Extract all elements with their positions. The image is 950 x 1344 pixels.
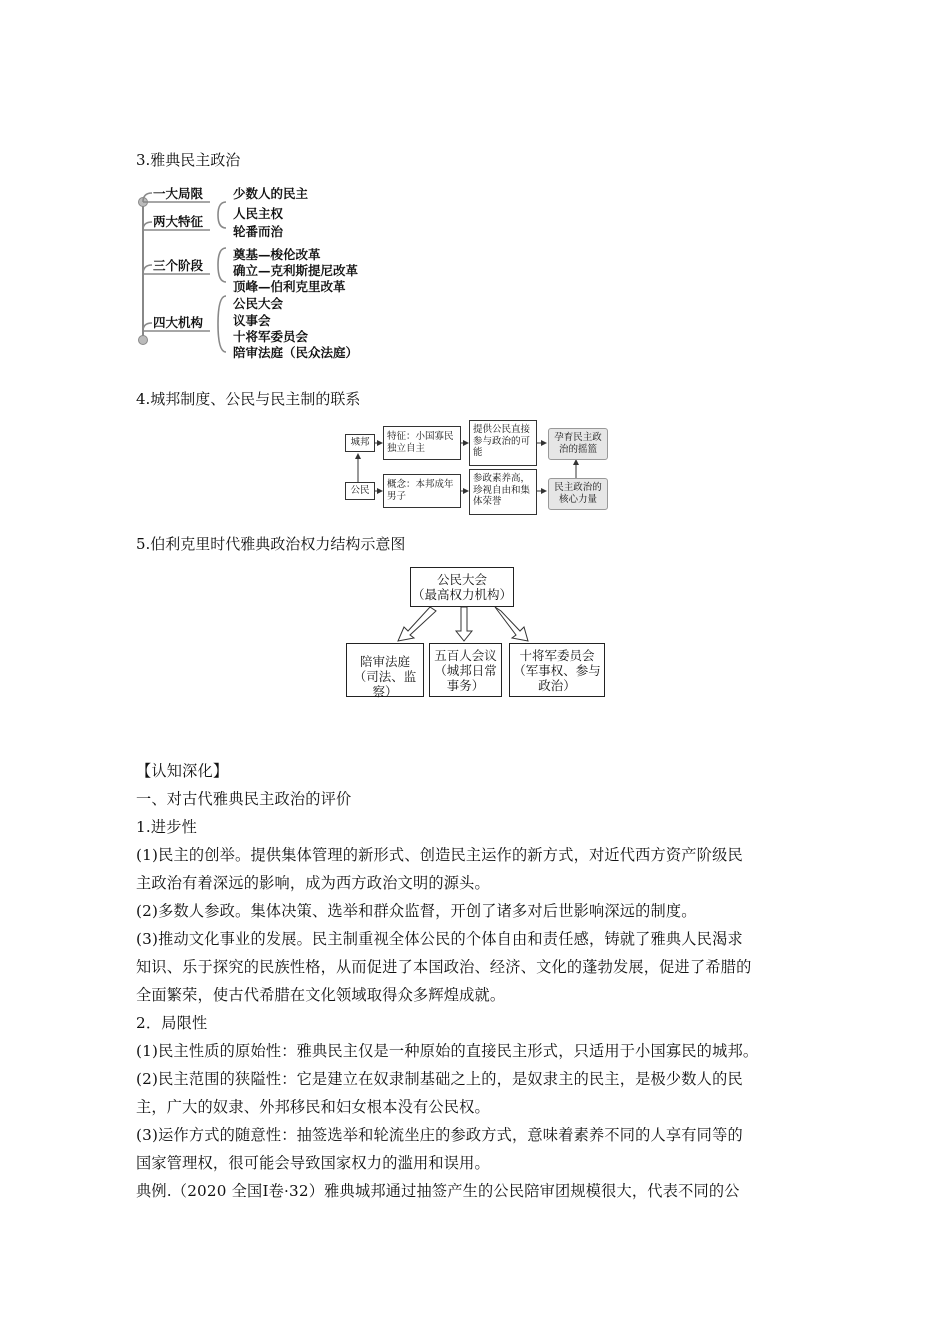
branch-label-stages: 三个阶段 — [153, 258, 204, 273]
branch-label-features: 两大特征 — [153, 214, 204, 229]
paragraph: 知识、乐于探究的民族性格，从而促进了本国政治、经济、文化的蓬勃发展，促进了希腊的 — [136, 958, 752, 976]
node-feature: 特征：小国寡民独立自主 — [383, 426, 461, 460]
paragraph: 1.进步性 — [136, 818, 198, 836]
council-name: 五百人会议 — [434, 648, 497, 663]
branch-label-institutions: 四大机构 — [153, 315, 204, 330]
node-concept: 概念：本邦成年男子 — [383, 474, 461, 508]
branch-item: 顶峰—伯利克里改革 — [233, 279, 346, 294]
section-heading: 【认知深化】 — [136, 762, 229, 780]
branch-item: 奠基—梭伦改革 — [233, 247, 321, 262]
node-provide: 提供公民直接参与政治的可能 — [469, 420, 537, 466]
paragraph: (3)推动文化事业的发展。民主制重视全体公民的个体自由和责任感，铸就了雅典人民渴求 — [136, 930, 743, 948]
generals-note1: （军事权、参与 — [513, 663, 601, 678]
paragraph: (1)民主性质的原始性：雅典民主仅是一种原始的直接民主形式，只适用于小国寡民的城邦。 — [136, 1042, 759, 1060]
subheading: 一、对古代雅典民主政治的评价 — [136, 790, 352, 808]
paragraph: (2)多数人参政。集体决策、选举和群众监督，开创了诸多对后世影响深远的制度。 — [136, 902, 697, 920]
branch-item: 议事会 — [233, 313, 271, 328]
generals-name: 十将军委员会 — [519, 648, 595, 663]
node-cradle: 孕育民主政治的摇篮 — [548, 428, 608, 460]
council-note2: 事务） — [446, 678, 485, 693]
section5-arrows — [380, 605, 550, 645]
node-council — [429, 643, 502, 697]
body-text — [136, 757, 826, 1205]
court-name: 陪审法庭 — [359, 654, 410, 669]
section3-title: 3.雅典民主政治 — [136, 151, 241, 169]
node-court — [346, 643, 424, 697]
branch-item: 确立—克利斯提尼改革 — [233, 263, 359, 278]
paragraph: (3)运作方式的随意性：抽签选举和轮流坐庄的参政方式，意味着素养不同的人享有同等的 — [136, 1126, 743, 1144]
node-citizen: 公民 — [345, 482, 375, 500]
paragraph: 主政治有着深远的影响，成为西方政治文明的源头。 — [136, 874, 490, 892]
assembly-note: （最高权力机构） — [411, 587, 512, 602]
node-assembly — [410, 567, 514, 607]
paragraph: (1)民主的创举。提供集体管理的新形式、创造民主运作的新方式，对近代西方资产阶级民 — [136, 846, 743, 864]
section4-title: 4.城邦制度、公民与民主制的联系 — [136, 390, 361, 408]
branch-item: 人民主权 — [233, 206, 284, 221]
branch-item: 轮番而治 — [233, 224, 284, 239]
branch-item: 十将军委员会 — [233, 329, 309, 344]
branch-item: 陪审法庭（民众法庭） — [233, 345, 359, 360]
node-core: 民主政治的核心力量 — [548, 478, 608, 510]
branch-item: 公民大会 — [233, 296, 284, 311]
paragraph: 国家管理权，很可能会导致国家权力的滥用和误用。 — [136, 1154, 490, 1172]
council-note1: （城邦日常 — [434, 663, 497, 678]
paragraph: 2．局限性 — [136, 1014, 208, 1032]
paragraph: (2)民主范围的狭隘性：它是建立在奴隶制基础之上的，是奴隶主的民主，是极少数人的民 — [136, 1070, 743, 1088]
generals-note2: 政治） — [538, 678, 576, 693]
section5-title: 5.伯利克里时代雅典政治权力结构示意图 — [136, 535, 406, 553]
paragraph: 主，广大的奴隶、外邦移民和妇女根本没有公民权。 — [136, 1098, 490, 1116]
court-note: （司法、监察） — [353, 669, 417, 699]
branch-item: 少数人的民主 — [233, 186, 309, 201]
node-city: 城邦 — [345, 434, 375, 452]
paragraph: 典例.（2020 全国Ⅰ卷·32）雅典城邦通过抽签产生的公民陪审团规模很大，代表不同的公 — [136, 1182, 740, 1200]
node-generals — [509, 643, 605, 697]
branch-label-limitation: 一大局限 — [153, 186, 204, 201]
paragraph: 全面繁荣，使古代希腊在文化领域取得众多辉煌成就。 — [136, 986, 506, 1004]
node-quality: 参政素养高，珍视自由和集体荣誉 — [469, 469, 537, 515]
assembly-name: 公民大会 — [436, 572, 487, 587]
